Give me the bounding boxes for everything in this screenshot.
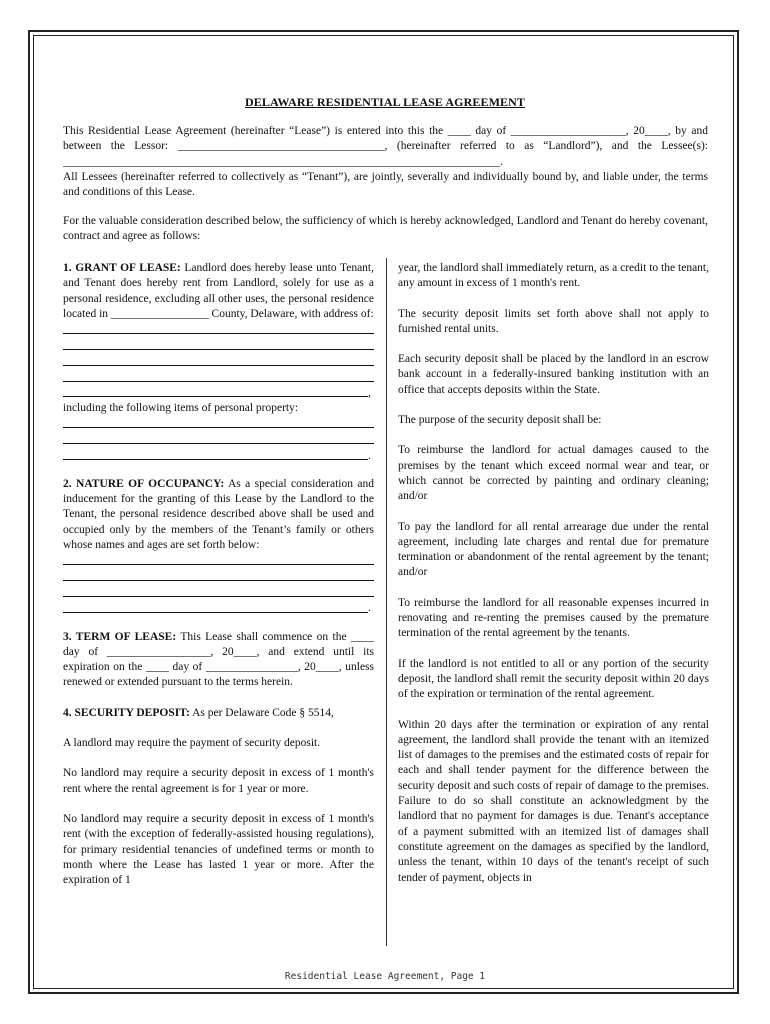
document-title: DELAWARE RESIDENTIAL LEASE AGREEMENT xyxy=(244,95,525,109)
right-paragraph: The security deposit limits set forth above shall not apply to furnished rental units. xyxy=(398,307,709,335)
right-paragraph: year, the landlord shall immediately return, as a credit to the tenant, any amount in excess of 1 month's rent. xyxy=(398,262,709,290)
section-grant xyxy=(63,261,374,322)
property-line[interactable] xyxy=(63,448,368,460)
property-line[interactable] xyxy=(63,416,374,428)
occupant-line[interactable] xyxy=(63,601,368,613)
deposit-paragraph: No landlord may require a security deposit in excess of 1 month's rent where the rental agreement is for 1 year or more. xyxy=(63,767,374,795)
period: . xyxy=(368,602,371,615)
section-occupancy xyxy=(63,477,374,553)
section-heading: 2. NATURE OF OCCUPANCY: xyxy=(63,477,225,490)
section-text: As a special consideration and inducement for the granting of this Lease by the Landlord to the Tenant, the personal residence described above shall be used and occupied only by the members of the Tenant’s family or others whose names and ages are set forth below: xyxy=(63,477,374,552)
deposit-paragraph: No landlord may require a security deposit in excess of 1 month's rent (with the exception of federally-assisted housing regulations), for primary residential tenancies of undefined terms or month to month where the Lease has lasted 1 year or more. After the expiration of 1 xyxy=(63,812,374,887)
period: . xyxy=(368,449,371,462)
column-divider xyxy=(386,258,387,946)
right-paragraph: Within 20 days after the termination or expiration of any rental agreement, the landlord shall provide the tenant with an itemized list of damages to the premises and the estimated costs of repair for each and shall tender payment for the difference between the security deposit and such costs of repair of damage to the premises. Failure to do so shall constitute an acknowledgment by the landlord that no payment for damages is due. Tenant's acceptance of a payment submitted with an itemized list of damages shall constitute agreement on the damages as specified by the landlord, unless the tenant, within 10 days of the tenant's receipt of such tender of payment, objects in xyxy=(398,718,709,884)
right-paragraph: The purpose of the security deposit shall be: xyxy=(398,414,602,427)
intro-paragraph: This Residential Lease Agreement (hereinafter “Lease”) is entered into this the ____ day of ____________________, 20____, by and between the Lessor: ____________________________________, (hereinafter referred to as “Landlord”), and the Lessee(s): ____________________________________________________________________________. xyxy=(63,125,708,168)
section-heading: 4. SECURITY DEPOSIT: xyxy=(63,706,190,719)
address-line-last xyxy=(63,385,374,401)
address-line[interactable] xyxy=(63,322,374,334)
right-paragraph: Each security deposit shall be placed by the landlord in an escrow bank account in a federally-insured banking institution with an office that accepts deposits within the State. xyxy=(398,353,709,396)
right-paragraph: To pay the landlord for all rental arrearage due under the rental agreement, including late charges and rental due for premature termination or abandonment of the rental agreement by the tenant; and/or xyxy=(398,520,709,579)
address-line[interactable] xyxy=(63,354,374,366)
page-footer: Residential Lease Agreement, Page 1 xyxy=(284,971,486,982)
right-paragraph: To reimburse the landlord for all reasonable expenses incurred in renovating and re-renting the premises caused by the premature termination of the rental agreement by the tenants. xyxy=(398,596,709,640)
property-line[interactable] xyxy=(63,432,374,444)
property-line-last xyxy=(63,448,374,464)
section-text: As per Delaware Code § 5514, xyxy=(192,706,334,719)
address-line[interactable] xyxy=(63,370,374,382)
right-paragraph: If the landlord is not entitled to all or any portion of the security deposit, the landlord shall remit the security deposit within 20 days of the expiration or termination of the rental agreement. xyxy=(398,657,709,701)
intro-paragraph: All Lessees (hereinafter referred to collectively as “Tenant”), are jointly, severally and individually bound by, and liable under, the terms and conditions of this Lease. xyxy=(63,170,708,199)
right-column xyxy=(398,261,709,886)
right-paragraph: To reimburse the landlord for actual damages caused to the premises by the tenant which exceed normal wear and tear, or which cannot be corrected by painting and ordinary cleaning; and/or xyxy=(398,444,709,503)
property-label: including the following items of personal property: xyxy=(63,402,299,415)
occupant-line-last xyxy=(63,601,374,617)
occupant-line[interactable] xyxy=(63,553,374,565)
section-text: Landlord does hereby lease unto Tenant, and Tenant does hereby rent from Landlord, solely for use as a personal residence, excluding all other uses, the personal residence located in _________________ County, Delaware, with address of: xyxy=(63,262,374,320)
occupant-line[interactable] xyxy=(63,585,374,597)
section-heading: 1. GRANT OF LEASE: xyxy=(63,262,181,274)
address-line[interactable] xyxy=(63,385,368,397)
section-text: This Lease shall commence on the ____ day of __________________, 20____, and extend until its expiration on the ____ day of ________________, 20____, unless renewed or extended pursuant to the terms herein. xyxy=(63,630,374,689)
deposit-paragraph: A landlord may require the payment of security deposit. xyxy=(63,737,321,750)
left-column xyxy=(63,261,374,888)
section-term xyxy=(63,630,374,691)
consideration-paragraph: For the valuable consideration described below, the sufficiency of which is hereby acknowledged, Landlord and Tenant do hereby covenant, contract and agree as follows: xyxy=(63,215,708,243)
intro-block xyxy=(63,124,708,200)
section-heading: 3. TERM OF LEASE: xyxy=(63,630,177,643)
section-deposit xyxy=(63,706,374,721)
address-line[interactable] xyxy=(63,338,374,350)
occupant-line[interactable] xyxy=(63,569,374,581)
comma: , xyxy=(368,386,371,399)
